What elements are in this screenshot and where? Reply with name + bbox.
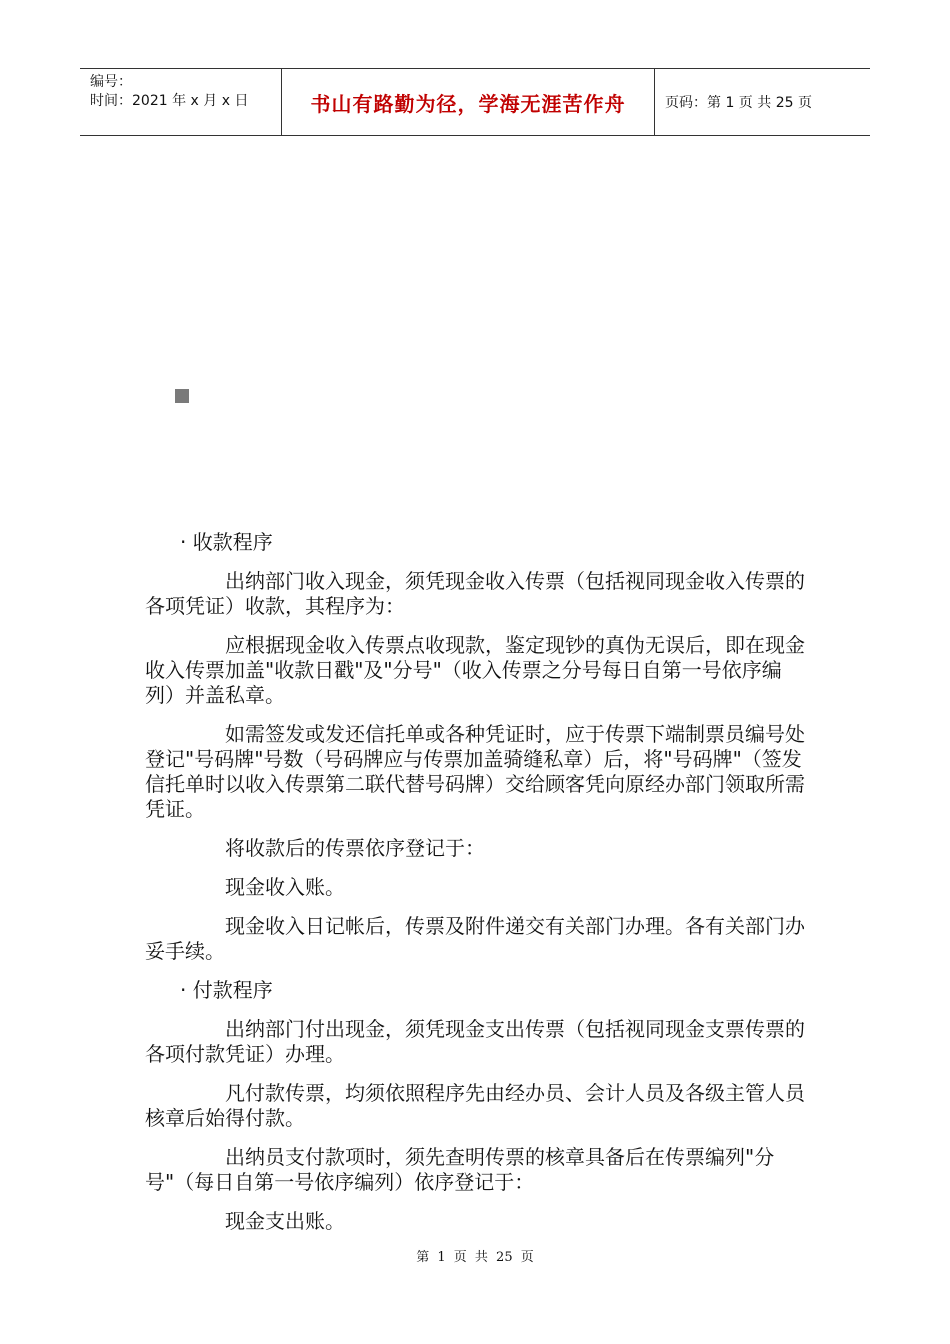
paragraph: 出纳部门付出现金，须凭现金支出传票（包括视同现金支票传票的各项付款凭证）办理。 (145, 1017, 805, 1066)
paragraph: 现金收入日记帐后，传票及附件递交有关部门办理。各有关部门办妥手续。 (145, 914, 805, 963)
paragraph: 现金支出账。 (225, 1209, 345, 1233)
number-label: 编号： (90, 74, 132, 90)
paragraph: 应根据现金收入传票点收现款，鉴定现钞的真伪无误后，即在现金收入传票加盖"收款日戳"及"分号"（收入传票之分号每日自第一号依序编列）并盖私章。 (145, 633, 805, 707)
time-label: 时间：2021 年 x 月 x 日 (90, 93, 249, 109)
document-body (145, 530, 805, 1248)
square-bullet-icon (175, 389, 189, 403)
section-heading: · 付款程序 (180, 978, 273, 1002)
page-footer: 第 1 页 共 25 页 (416, 1250, 534, 1265)
header-meta (80, 69, 282, 135)
header-page-info: 页码：第 1 页 共 25 页 (665, 95, 812, 111)
section-heading: · 收款程序 (180, 530, 273, 554)
section-payment (145, 978, 805, 1234)
paragraph: 出纳员支付款项时，须先查明传票的核章具备后在传票编列"分号"（每日自第一号依序编列）依序登记于： (145, 1145, 775, 1194)
paragraph: 将收款后的传票依序登记于： (225, 836, 485, 860)
paragraph: 出纳部门收入现金，须凭现金收入传票（包括视同现金收入传票的各项凭证）收款，其程序为： (145, 569, 805, 618)
paragraph: 凡付款传票，均须依照程序先由经办员、会计人员及各级主管人员核章后始得付款。 (145, 1081, 805, 1130)
paragraph: 现金收入账。 (225, 875, 345, 899)
page-header (80, 68, 870, 136)
section-receipt (145, 530, 805, 964)
header-motto: 书山有路勤为径，学海无涯苦作舟 (282, 69, 655, 135)
paragraph: 如需签发或发还信托单或各种凭证时，应于传票下端制票员编号处登记"号码牌"号数（号码牌应与传票加盖骑缝私章）后，将"号码牌"（签发信托单时以收入传票第二联代替号码牌）交给顾客凭向原经办部门领取所需凭证。 (145, 722, 805, 821)
